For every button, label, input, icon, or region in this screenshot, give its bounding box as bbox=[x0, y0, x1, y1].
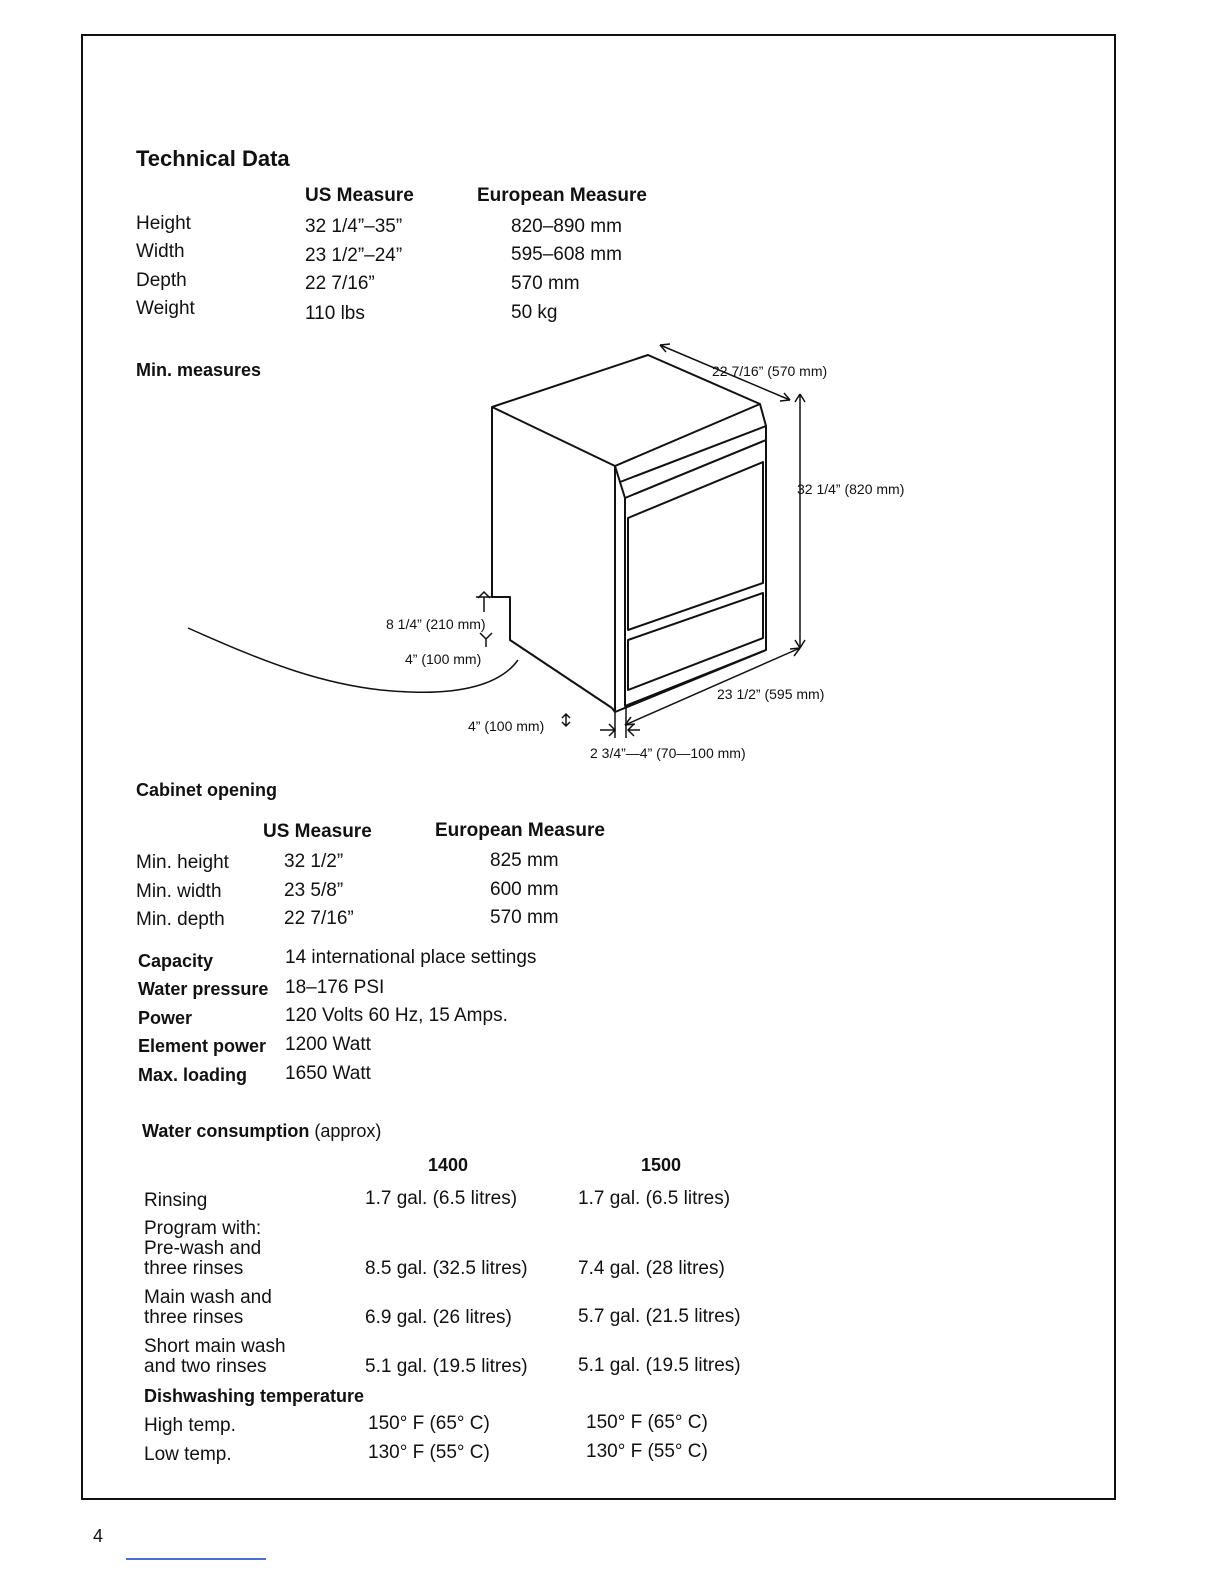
wc-row-label bbox=[144, 1288, 272, 1328]
co-header-eu: European Measure bbox=[435, 820, 605, 841]
wc-row-1500: 5.1 gal. (19.5 litres) bbox=[578, 1355, 741, 1376]
td-row-us: 23 1/2”–24” bbox=[305, 245, 403, 266]
toe-depth-arrow bbox=[480, 633, 492, 647]
dim-height-label: 32 1/4” (820 mm) bbox=[797, 481, 905, 497]
co-row-label: Min. width bbox=[136, 881, 222, 902]
td-row-label: Height bbox=[136, 213, 191, 234]
wc-row-label-line: Pre-wash and bbox=[144, 1238, 262, 1259]
door-gap-arrow-left bbox=[600, 724, 615, 736]
co-row-label: Min. depth bbox=[136, 909, 225, 930]
diagram-control-panel-lower bbox=[620, 426, 766, 498]
td-row-eu: 570 mm bbox=[511, 273, 580, 294]
diagram-front-face bbox=[625, 440, 766, 706]
td-row-eu: 50 kg bbox=[511, 302, 558, 323]
td-row-us: 22 7/16” bbox=[305, 273, 375, 294]
side-gap-marker bbox=[562, 714, 570, 726]
wc-header-1400: 1400 bbox=[428, 1155, 469, 1175]
td-row-label: Width bbox=[136, 241, 185, 262]
dim-depth-label: 22 7/16” (570 mm) bbox=[712, 363, 828, 379]
wc-row-label-line: Short main wash bbox=[144, 1336, 286, 1357]
diagram-base bbox=[612, 650, 766, 712]
co-row-eu: 825 mm bbox=[490, 850, 559, 871]
spec-label: Power bbox=[138, 1008, 193, 1028]
diagram-dimension-lines bbox=[188, 344, 805, 738]
wc-row-1400: 8.5 gal. (32.5 litres) bbox=[365, 1258, 528, 1279]
td-header-us: US Measure bbox=[305, 185, 414, 206]
wc-row-label bbox=[144, 1337, 286, 1377]
dim-width-label: 23 1/2” (595 mm) bbox=[717, 686, 825, 702]
co-row-us: 32 1/2” bbox=[284, 851, 344, 872]
temp-row-1400: 150° F (65° C) bbox=[368, 1413, 490, 1434]
spec-label: Water pressure bbox=[138, 979, 269, 999]
wc-row-label bbox=[144, 1219, 261, 1279]
wc-row-label-line: and two rinses bbox=[144, 1356, 267, 1377]
co-row-us: 23 5/8” bbox=[284, 880, 344, 901]
td-row-eu: 595–608 mm bbox=[511, 244, 622, 265]
temp-row-label: High temp. bbox=[144, 1415, 236, 1436]
min-measures-label: Min. measures bbox=[136, 360, 262, 380]
wc-header-1500: 1500 bbox=[641, 1155, 682, 1175]
dim-door-gap-label: 2 3/4”—4” (70—100 mm) bbox=[590, 745, 746, 761]
page-number: 4 bbox=[93, 1526, 104, 1546]
temp-row-1400: 130° F (55° C) bbox=[368, 1442, 490, 1463]
td-row-label: Depth bbox=[136, 270, 187, 291]
spec-value: 14 international place settings bbox=[285, 947, 537, 968]
wc-row-label-line: Main wash and bbox=[144, 1287, 272, 1308]
co-row-eu: 600 mm bbox=[490, 879, 559, 900]
water-consumption-heading bbox=[142, 1121, 381, 1142]
td-row-us: 32 1/4”–35” bbox=[305, 216, 403, 237]
cabinet-opening-title: Cabinet opening bbox=[136, 780, 277, 800]
dishwashing-temperature-title: Dishwashing temperature bbox=[144, 1386, 365, 1406]
spec-label: Capacity bbox=[138, 951, 214, 971]
temp-row-label: Low temp. bbox=[144, 1444, 232, 1465]
wc-row-1400: 6.9 gal. (26 litres) bbox=[365, 1307, 512, 1328]
wc-row-label-line: Program with: bbox=[144, 1218, 262, 1239]
door-gap-arrow-right bbox=[628, 724, 640, 736]
wc-row-1500: 7.4 gal. (28 litres) bbox=[578, 1258, 725, 1279]
wc-row-label: Rinsing bbox=[144, 1190, 208, 1211]
spec-value: 18–176 PSI bbox=[285, 977, 385, 998]
dim-side-gap-label: 4” (100 mm) bbox=[468, 718, 545, 734]
water-consumption-title: Water consumption bbox=[142, 1121, 310, 1141]
dim-toe-depth-label: 4” (100 mm) bbox=[405, 651, 482, 667]
wc-row-1500: 1.7 gal. (6.5 litres) bbox=[578, 1188, 731, 1209]
water-consumption-note: (approx) bbox=[314, 1121, 382, 1141]
co-header-us: US Measure bbox=[263, 821, 372, 842]
spec-value: 1650 Watt bbox=[285, 1063, 371, 1084]
spec-label: Element power bbox=[138, 1036, 267, 1056]
spec-value: 120 Volts 60 Hz, 15 Amps. bbox=[285, 1005, 508, 1026]
td-row-us: 110 lbs bbox=[305, 303, 365, 324]
wc-row-1400: 1.7 gal. (6.5 litres) bbox=[365, 1188, 518, 1209]
diagram-side-face bbox=[492, 407, 612, 708]
dim-toe-height-label: 8 1/4” (210 mm) bbox=[386, 616, 486, 632]
diagram-door bbox=[628, 462, 763, 630]
wc-row-1400: 5.1 gal. (19.5 litres) bbox=[365, 1356, 528, 1377]
co-row-eu: 570 mm bbox=[490, 907, 559, 928]
temp-row-1500: 130° F (55° C) bbox=[586, 1441, 708, 1462]
technical-data-title: Technical Data bbox=[136, 146, 290, 171]
footer-rule bbox=[126, 1558, 266, 1560]
wc-row-label-line: three rinses bbox=[144, 1258, 244, 1279]
co-row-label: Min. height bbox=[136, 852, 229, 873]
temp-row-1500: 150° F (65° C) bbox=[586, 1412, 708, 1433]
wc-row-1500: 5.7 gal. (21.5 litres) bbox=[578, 1306, 741, 1327]
spec-value: 1200 Watt bbox=[285, 1034, 371, 1055]
wc-row-label-line: three rinses bbox=[144, 1307, 244, 1328]
td-row-label: Weight bbox=[136, 298, 195, 319]
td-header-eu: European Measure bbox=[477, 185, 647, 206]
td-row-eu: 820–890 mm bbox=[511, 216, 622, 237]
spec-label: Max. loading bbox=[138, 1065, 248, 1085]
co-row-us: 22 7/16” bbox=[284, 908, 354, 929]
